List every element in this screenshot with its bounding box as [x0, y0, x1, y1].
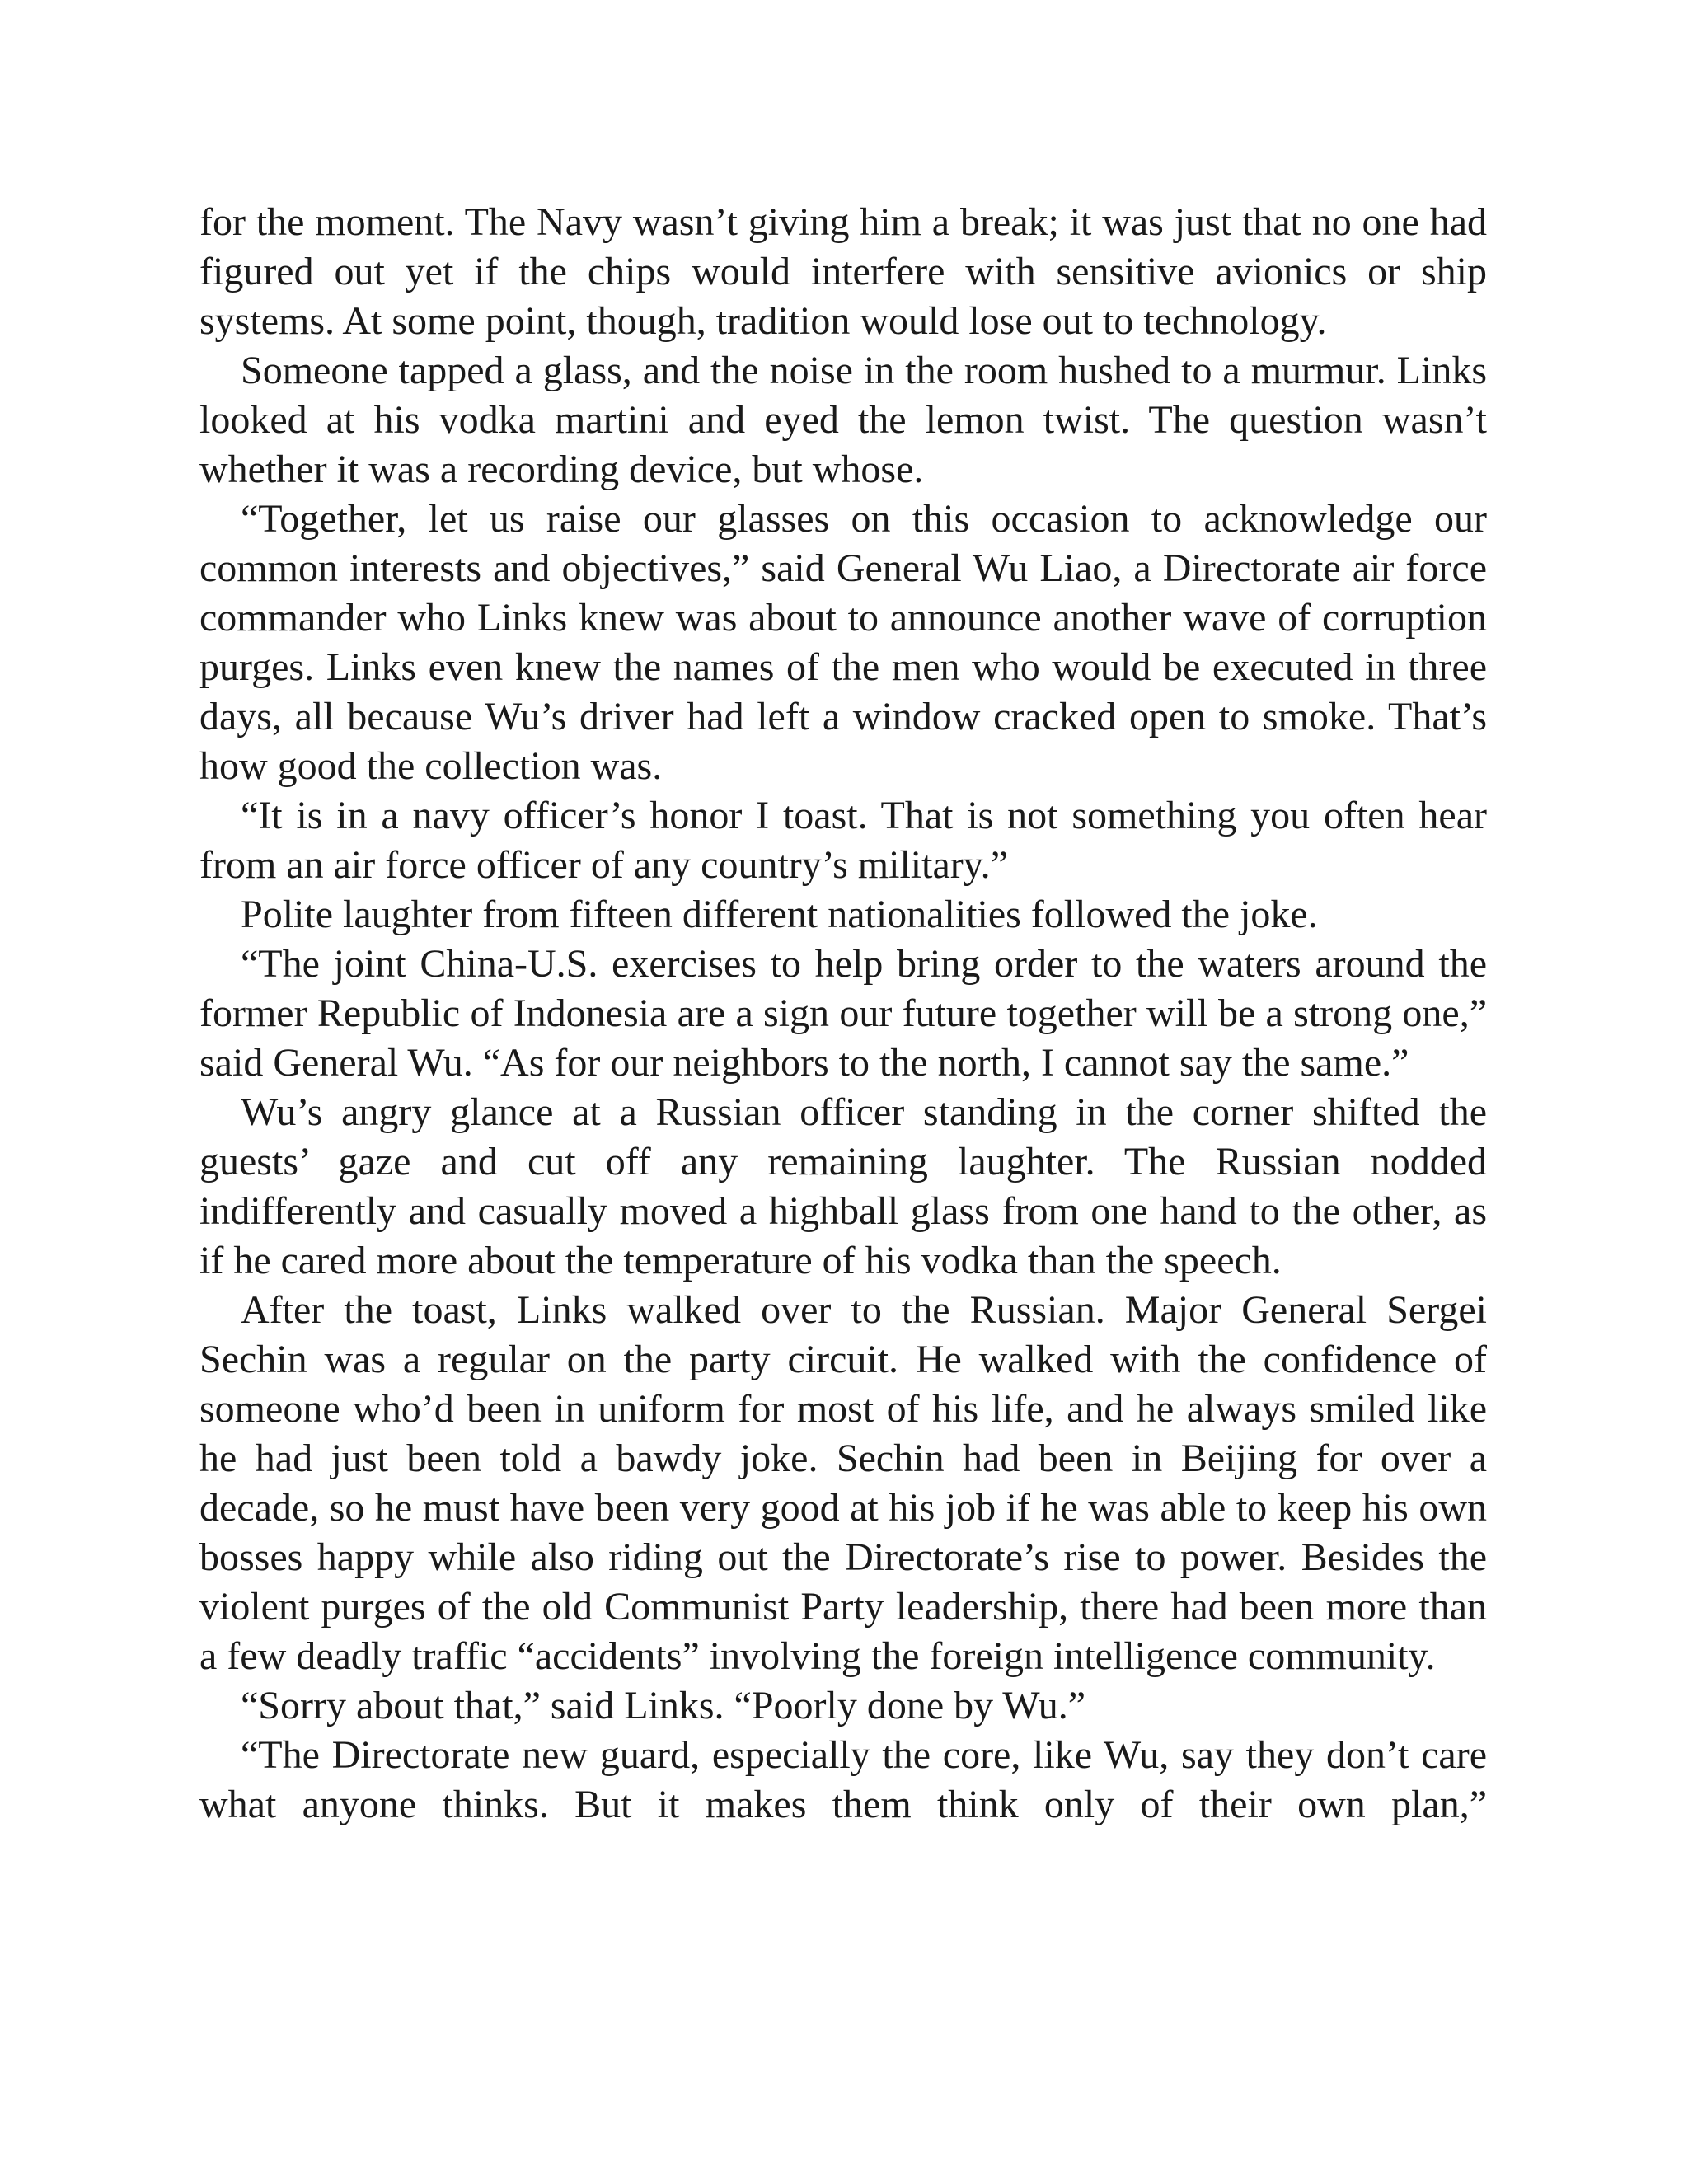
paragraph: for the moment. The Navy wasn’t giving him a break; it was just that no one had figured out yet if the chips would interfere with sensitive avionics or ship systems. At some point, though, tradition would lose out to technology.: [199, 200, 1487, 343]
paragraph: Polite laughter from fifteen different nationalities followed the joke.: [241, 893, 1318, 936]
paragraph: Wu’s angry glance at a Russian officer standing in the corner shifted the guests’ gaze and cut off any remaining laughter. The Russian nodded indifferently and casually moved a highball glass from one hand to the other, as if he cared more about the temperature of his vodka than the speech.: [199, 1090, 1487, 1282]
paragraph: “The joint China-U.S. exercises to help bring order to the waters around the former Republic of Indonesia are a sign our future together will be a strong one,” said General Wu. “As for our neighbors to the north, I cannot say the same.”: [199, 942, 1487, 1085]
paragraph: Someone tapped a glass, and the noise in the room hushed to a murmur. Links looked at his vodka martini and eyed the lemon twist. The question wasn’t whether it was a recording device, but whose.: [199, 349, 1487, 491]
paragraph: “Sorry about that,” said Links. “Poorly done by Wu.”: [241, 1684, 1085, 1727]
page-body: [199, 198, 1487, 1830]
paragraph: “Together, let us raise our glasses on this occasion to acknowledge our common interests and objectives,” said General Wu Liao, a Directorate air force commander who Links knew was about to announce another wave of corruption purges. Links even knew the names of the men who would be executed in three days, all because Wu’s driver had left a window cracked open to smoke. That’s how good the collection was.: [199, 497, 1487, 788]
paragraph: After the toast, Links walked over to the Russian. Major General Sergei Sechin was a regular on the party circuit. He walked with the confidence of someone who’d been in uniform for most of his life, and he always smiled like he had just been told a bawdy joke. Sechin had been in Beijing for over a decade, so he must have been very good at his job if he was able to keep his own bosses happy while also riding out the Directorate’s rise to power. Besides the violent purges of the old Communist Party leadership, there had been more than a few deadly traffic “accidents” involving the foreign intelligence community.: [199, 1288, 1487, 1678]
paragraph: “The Directorate new guard, especially the core, like Wu, say they don’t care what anyone thinks. But it makes them think only of their own plan,”: [199, 1733, 1487, 1826]
paragraph: “It is in a navy officer’s honor I toast. That is not something you often hear from an air force officer of any country’s military.”: [199, 794, 1487, 887]
